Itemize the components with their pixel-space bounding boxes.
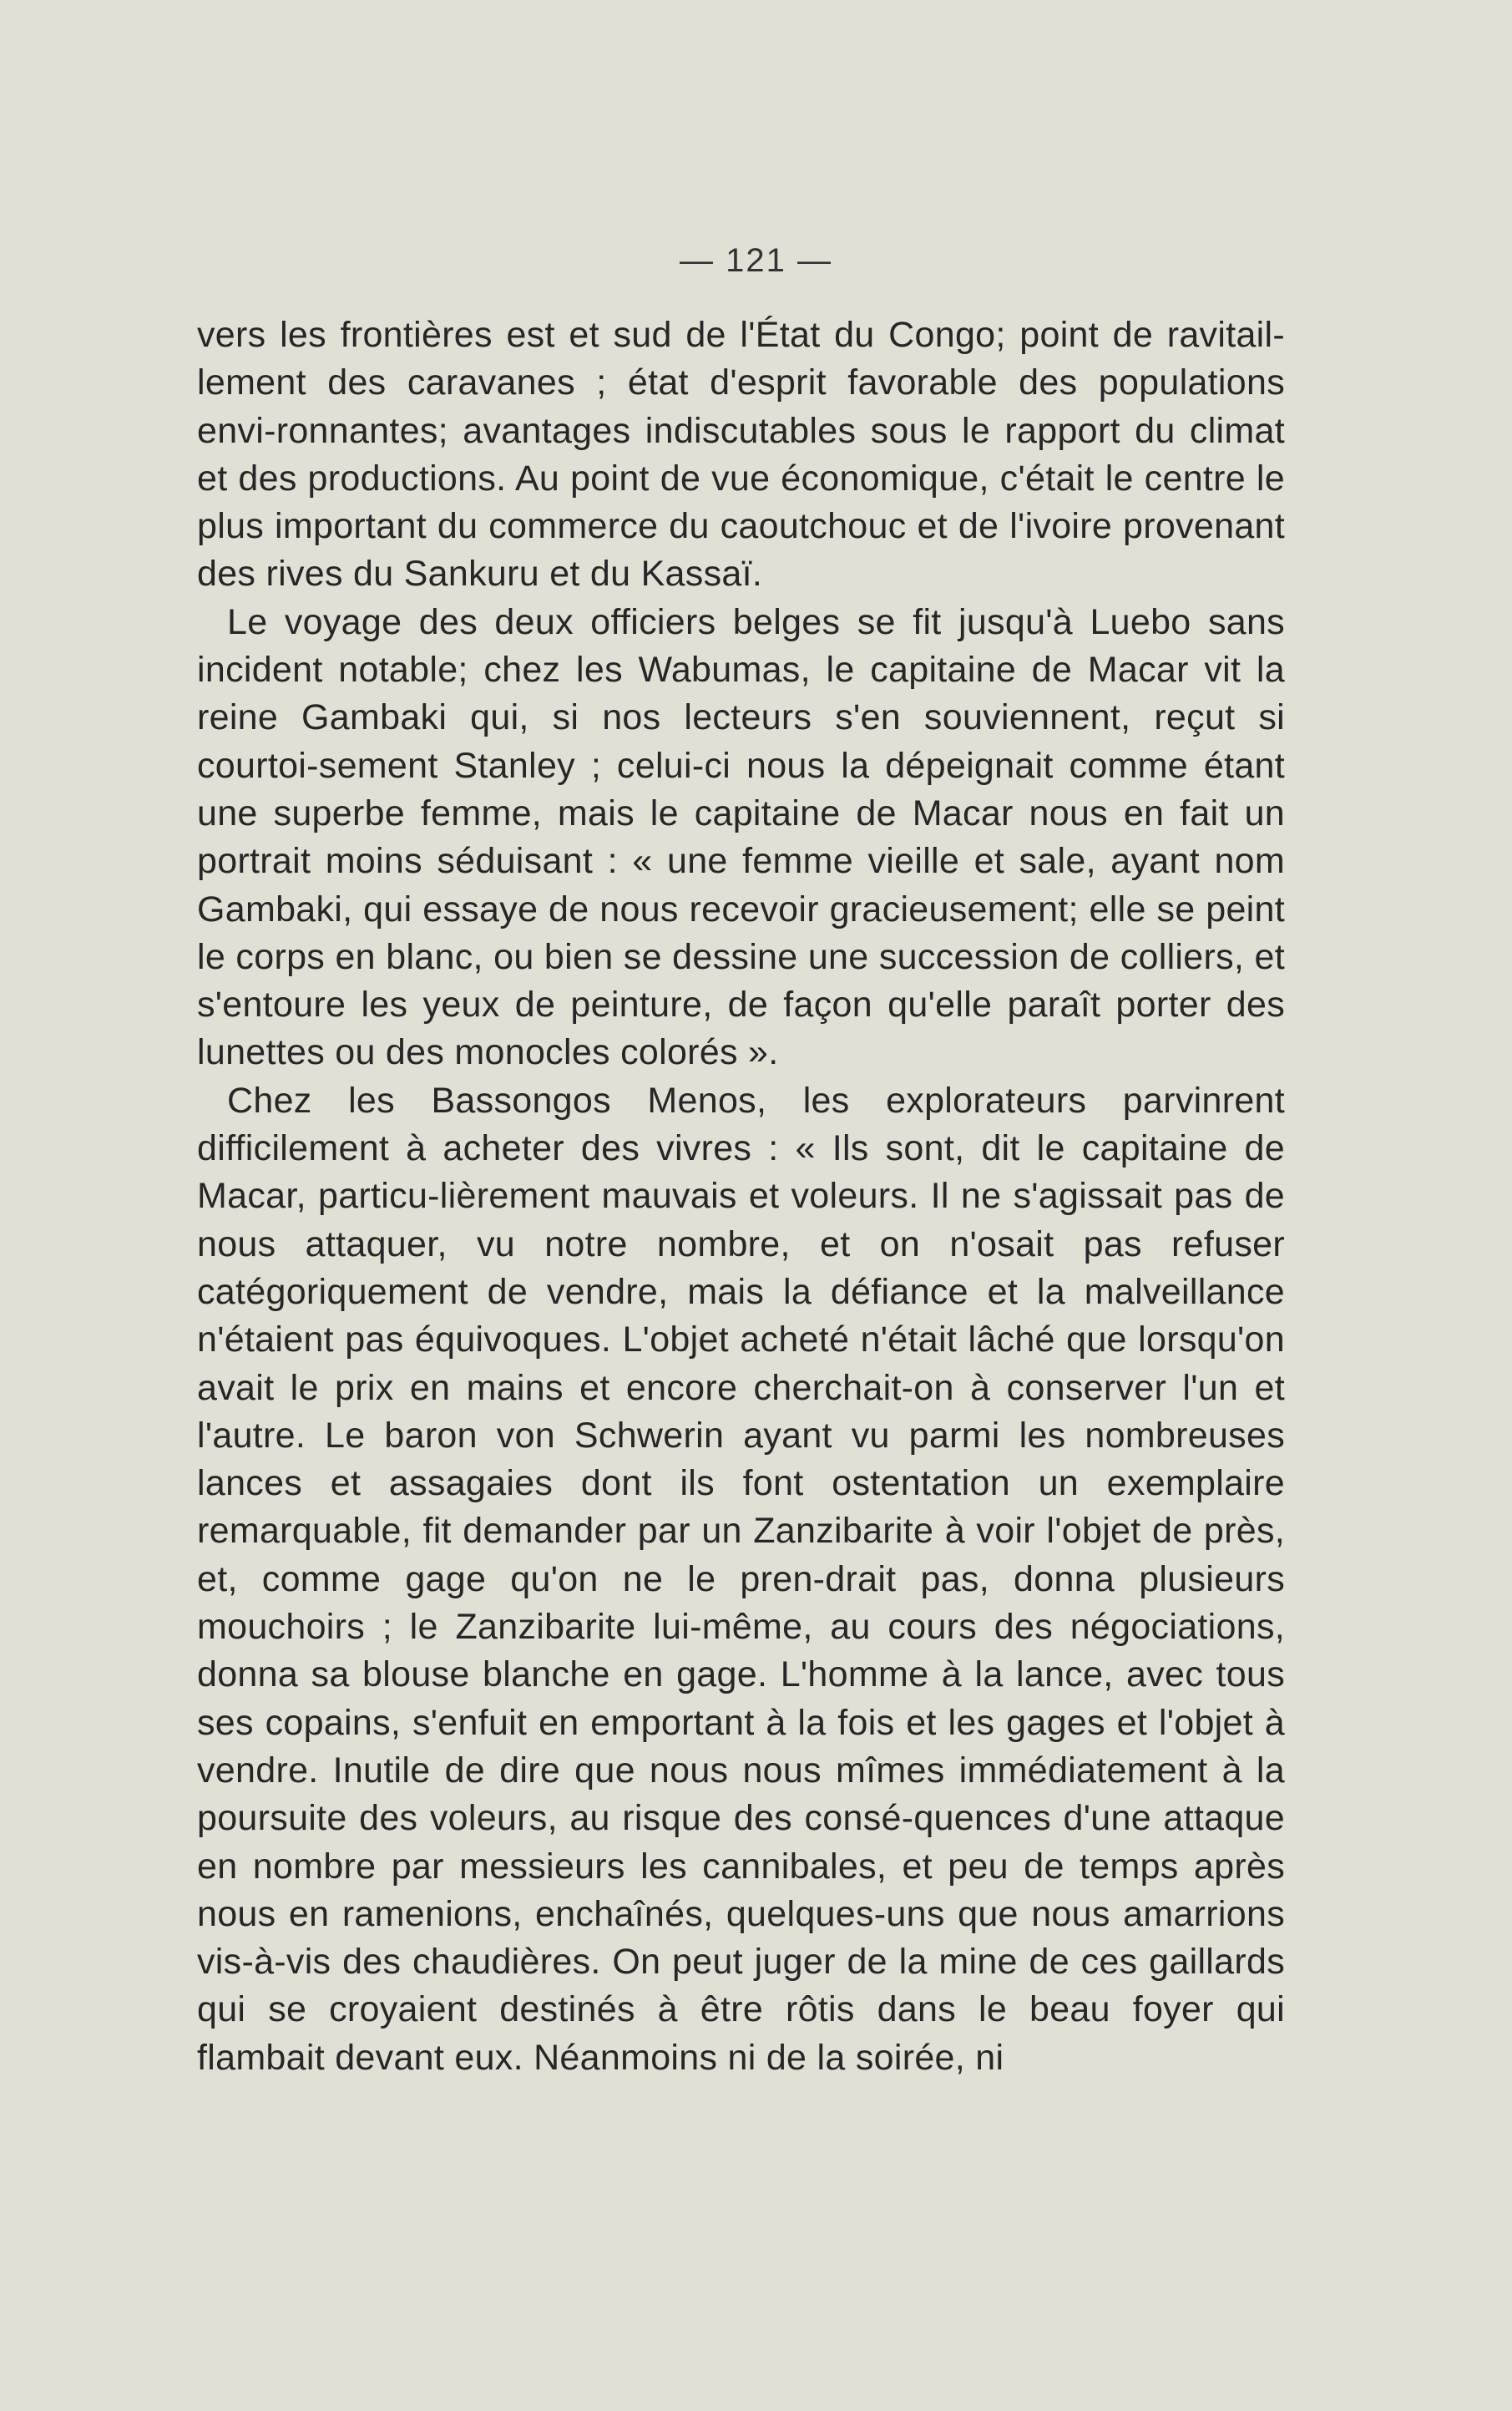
paragraph-1: vers les frontières est et sud de l'État du Congo; point de ravitail-lement des caravanes ; état d'esprit favorable des populations envi-ronnantes; avantages indiscutables sous le rapport du climat et des productions. Au point de vue économique, c'était le centre le plus important du commerce du caoutchouc et de l'ivoire provenant des rives du Sankuru et du Kassaï. [197,315,1285,595]
page-number: — 121 — [680,242,832,279]
paragraph-3: Chez les Bassongos Menos, les explorateurs parvinrent difficilement à acheter des vivres : « Ils sont, dit le capitaine de Macar, particu-lièrement mauvais et voleurs. Il ne s'agissait pas de nous attaquer, vu notre nombre, et on n'osait pas refuser catégoriquement de vendre, mais la défiance et la malveillance n'étaient pas équivoques. L'objet acheté n'était lâché que lorsqu'on avait le prix en mains et encore cherchait-on à conserver l'un et l'autre. Le baron von Schwerin ayant vu parmi les nombreuses lances et assagaies dont ils font ostentation un exemplaire remarquable, fit demander par un Zanzibarite à voir l'objet de près, et, comme gage qu'on ne le pren-drait pas, donna plusieurs mouchoirs ; le Zanzibarite lui-même, au cours des négociations, donna sa blouse blanche en gage. L'homme à la lance, avec tous ses copains, s'enfuit en emportant à la fois et les gages et l'objet à vendre. Inutile de dire que nous nous mîmes immédiatement à la poursuite des voleurs, au risque des consé-quences d'une attaque en nombre par messieurs les cannibales, et peu de temps après nous en ramenions, enchaînés, quelques-uns que nous amarrions vis-à-vis des chaudières. On peut juger de la mine de ces gaillards qui se croyaient destinés à être rôtis dans le beau foyer qui flambait devant eux. Néanmoins ni de la soirée, ni [197,1080,1285,2078]
paragraph-2: Le voyage des deux officiers belges se fit jusqu'à Luebo sans incident notable; chez les Wabumas, le capitaine de Macar vit la reine Gambaki qui, si nos lecteurs s'en souviennent, reçut si courtoi-sement Stanley ; celui-ci nous la dépeignait comme étant une superbe femme, mais le capitaine de Macar nous en fait un portrait moins séduisant : « une femme vieille et sale, ayant nom Gambaki, qui essaye de nous recevoir gracieusement; elle se peint le corps en blanc, ou bien se dessine une succession de colliers, et s'entoure les yeux de peinture, de façon qu'elle paraît porter des lunettes ou des monocles colorés ». [197,601,1285,1073]
body-text [197,312,1285,2082]
